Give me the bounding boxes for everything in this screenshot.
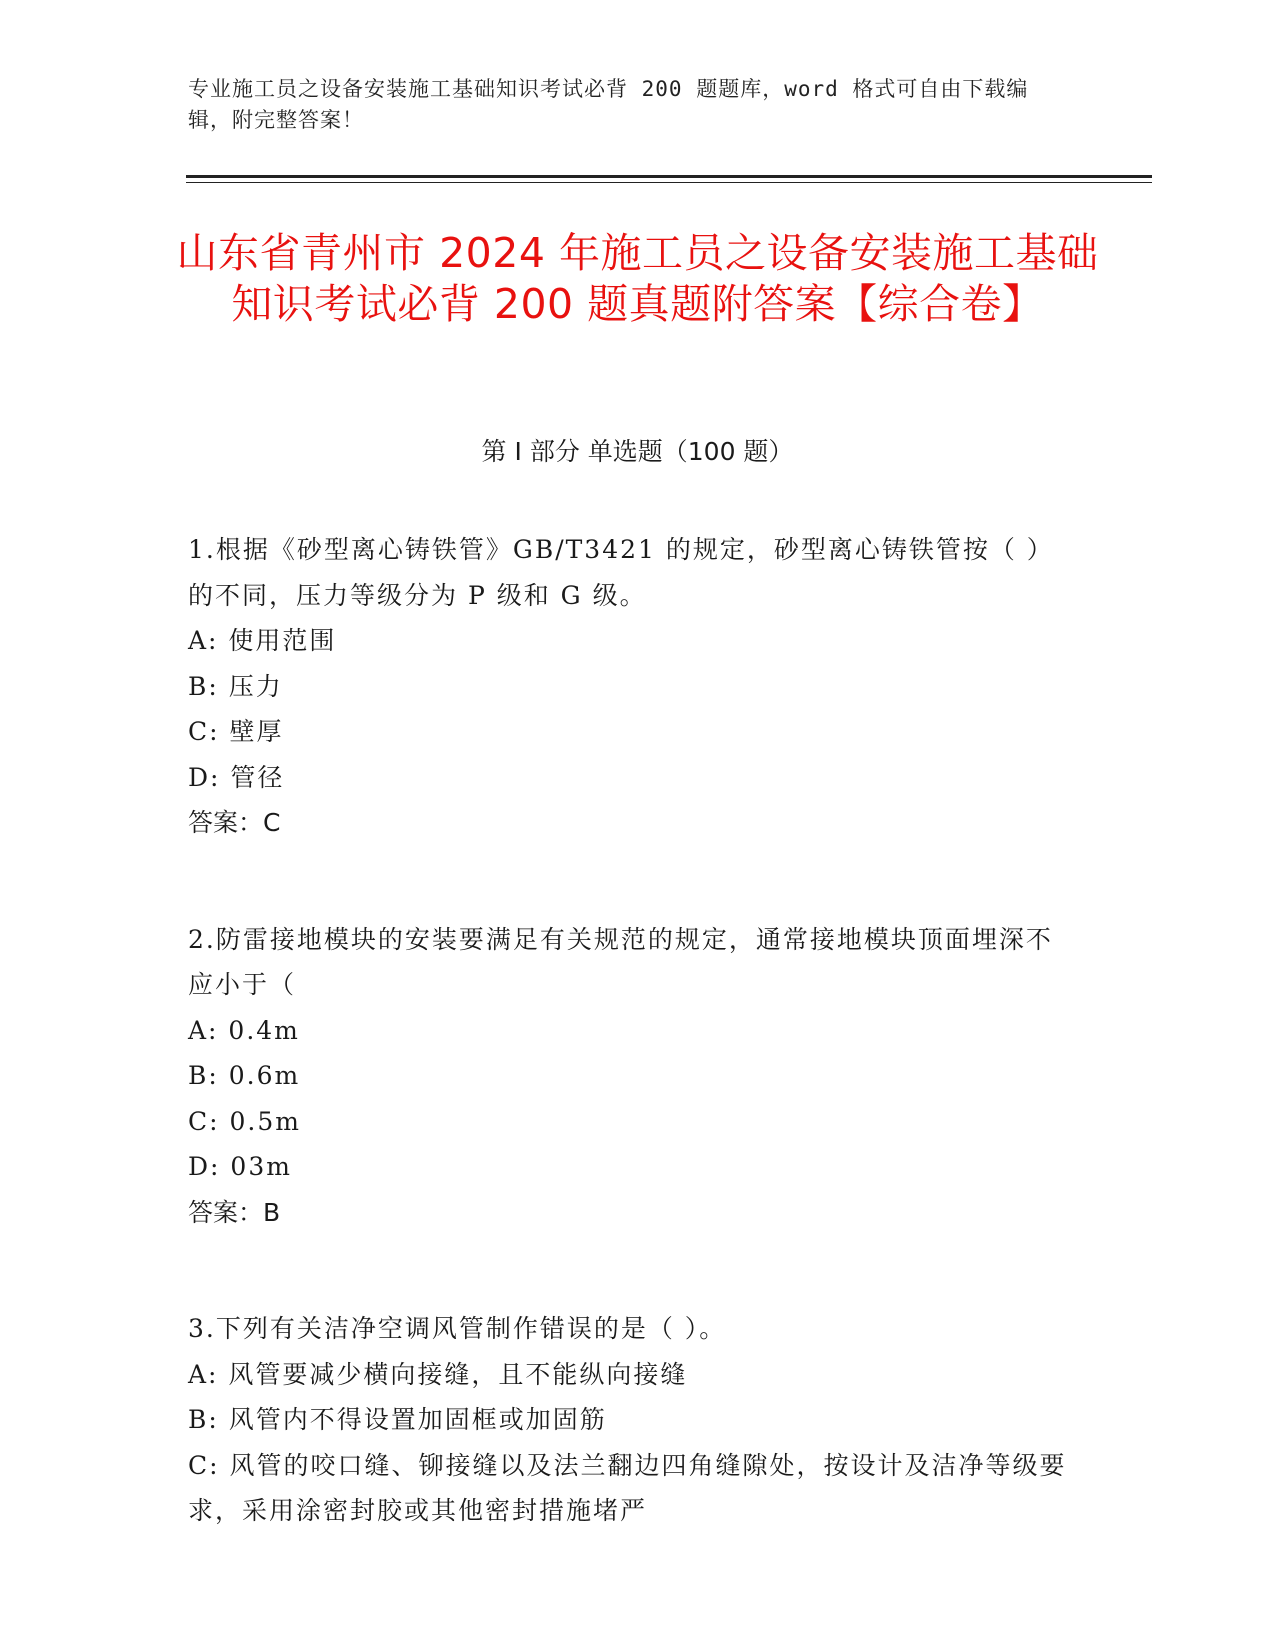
option-c: C: 风管的咬口缝、铆接缝以及法兰翻边四角缝隙处，按设计及洁净等级要求，采用涂密封胶或其他密封措施堵严 (188, 1450, 1067, 1525)
option-a: A: 0.4m (188, 1015, 300, 1045)
question-2 (188, 917, 1068, 1236)
answer: 答案：C (188, 808, 281, 837)
answer: 答案：B (188, 1197, 281, 1227)
option-b: B: 0.6m (188, 1061, 301, 1090)
question-text: 1.根据《砂型离心铸铁管》GB/T3421 的规定，砂型离心铸铁管按（ ）的不同，压力等级分为 P 级和 G 级。 (188, 535, 1054, 610)
option-d: D: 03m (188, 1152, 292, 1181)
header-divider-thick (186, 175, 1152, 178)
option-c: C: 0.5m (188, 1106, 301, 1136)
header-note: 专业施工员之设备安装施工基础知识考试必背 200 题题库，word 格式可自由下载编辑，附完整答案！ (188, 77, 1029, 132)
option-a: A: 使用范围 (188, 626, 337, 655)
header-divider-thin (186, 182, 1152, 183)
question-spacer (188, 846, 1068, 917)
question-3 (188, 1306, 1068, 1534)
option-b: B: 压力 (188, 671, 283, 701)
option-c: C: 壁厚 (188, 717, 284, 746)
document-title: 山东省青州市 2024 年施工员之设备安装施工基础知识考试必背 200 题真题附答案【综合卷】 (176, 229, 1099, 328)
question-1 (188, 527, 1068, 846)
question-text: 3.下列有关洁净空调风管制作错误的是（ ）。 (188, 1314, 727, 1343)
option-a: A: 风管要减少横向接缝，且不能纵向接缝 (188, 1359, 688, 1389)
question-text: 2.防雷接地模块的安装要满足有关规范的规定，通常接地模块顶面埋深不应小于（ (188, 924, 1053, 999)
option-b: B: 风管内不得设置加固框或加固筋 (188, 1405, 607, 1434)
section-title: 第 I 部分 单选题（100 题） (481, 437, 794, 466)
option-d: D: 管径 (188, 762, 285, 792)
question-list (188, 527, 1068, 1534)
question-spacer (188, 1235, 1068, 1306)
